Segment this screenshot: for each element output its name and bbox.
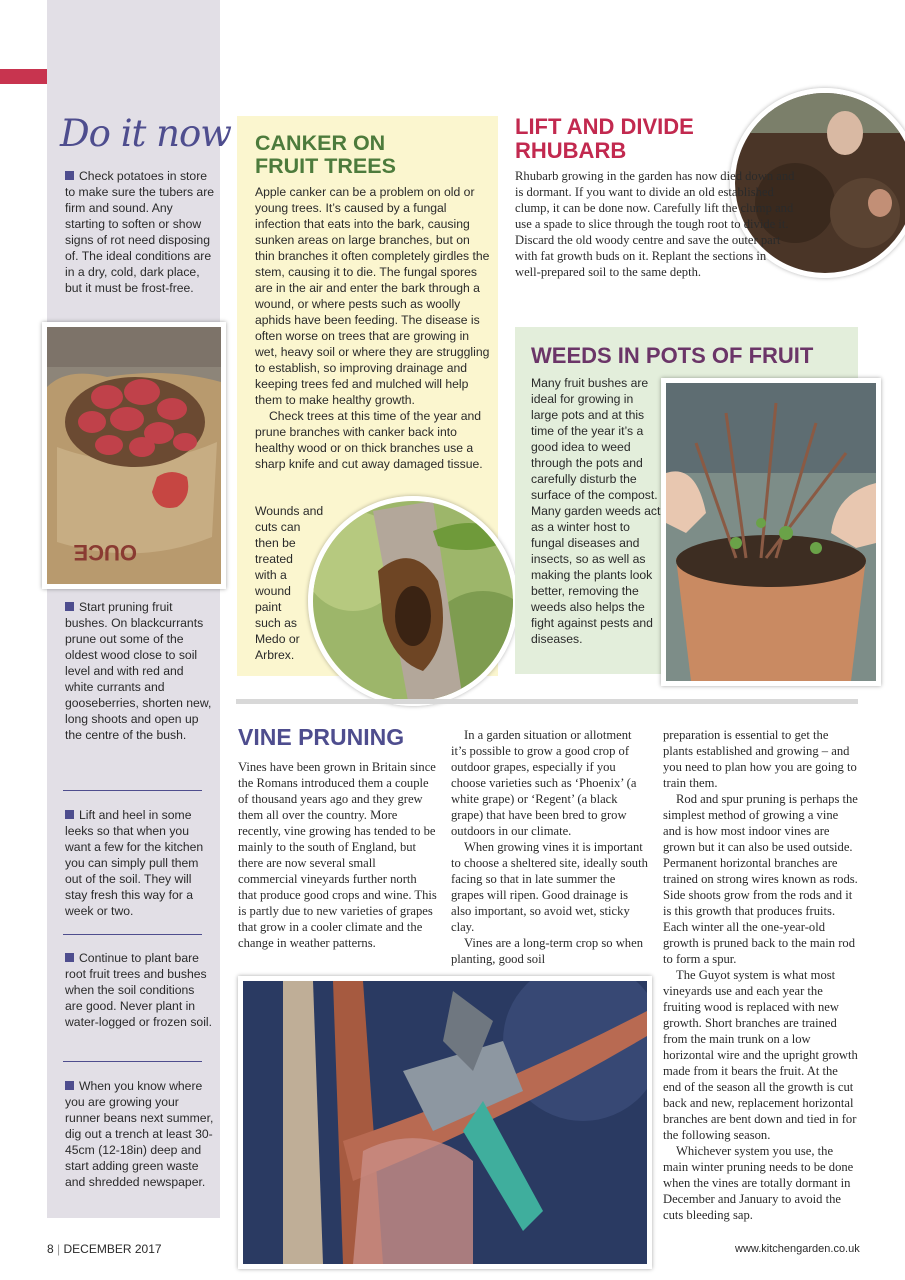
vine-pruning-illustration <box>243 981 647 1264</box>
footer-separator: | <box>57 1242 61 1256</box>
issue-date: DECEMBER 2017 <box>63 1242 162 1256</box>
sidebar-divider <box>63 790 202 791</box>
fruit-pot-illustration <box>666 383 876 681</box>
canker-title: CANKER ON FRUIT TREES <box>255 131 396 178</box>
canker-branch-illustration <box>313 501 513 701</box>
red-tab-marker <box>0 69 47 84</box>
sidebar-heading: Do it now <box>60 112 231 155</box>
bullet-square-icon <box>65 171 74 180</box>
canker-wound-paint-text: Wounds and cuts can then be treated with a wound paint such as Medo or Arbrex. <box>255 504 324 662</box>
potato-sack-photo <box>42 322 226 589</box>
svg-text:OUCE: OUCE <box>73 540 137 565</box>
section-divider <box>236 699 858 704</box>
bullet-square-icon <box>65 953 74 962</box>
vine-title: VINE PRUNING <box>238 724 405 750</box>
footer-page-info <box>47 1242 162 1256</box>
sidebar-divider <box>63 934 202 935</box>
tip-runner-beans: When you know where you are growing your runner beans next summer, dig out a trench at least 30-45cm (12-18in) deep and start adding green waste and shredded newspaper. <box>65 1079 214 1189</box>
vine-col1: Vines have been grown in Britain since the Romans introduced them a couple of thousand years ago and they grew them all over the country. More recently, vine growing has tended to be mainly to the south of England, but there are now several small commercial vineyards further north that produce good crops and wine. This is partly due to new varieties of grapes that grow in a cooler climate and the change in weather patterns. <box>238 760 437 950</box>
bullet-square-icon <box>65 810 74 819</box>
vine-col3: preparation is essential to get the plants established and growing – and you need to plan how you are going to train them. Rod and spur pruning is perhaps the simplest method of growing a vine and is how most indoor vines are grown but it can also be used outside. Permanent horizontal branches are trained on strong wires known as rods. Side shoots grow from the rods and it is this growth that produces fruits. Each winter all the one-year-old growth is pruned back to the main rod to form a spur. The Guyot system is what most vineyards use and each year the fruiting wood is replaced with new growth. Short branches are trained from the main trunk on a low horizontal wire and the upright growth made from it bears the fruit. At the end of the season all the growth is cut back and new, replacement horizontal branches are bent down and tied in for the following season. Whichever system you use, the main winter pruning needs to be done when the vines are totally dormant in December and January to avoid the cuts bleeding sap. <box>663 728 858 1222</box>
fruit-pot-photo <box>661 378 881 686</box>
footer-website[interactable]: www.kitchengarden.co.uk <box>735 1243 860 1255</box>
tip-leeks: Lift and heel in some leeks so that when you want a few for the kitchen you can simply pull them out of the soil. They will stay fresh this way for a week or two. <box>65 808 204 918</box>
vine-pruning-photo <box>238 976 652 1269</box>
sidebar-divider <box>63 1061 202 1062</box>
potato-sack-illustration <box>47 327 221 584</box>
tip-fruit-trees: Continue to plant bare root fruit trees and bushes when the soil conditions are good. Never plant in water-logged or frozen soil. <box>65 951 212 1029</box>
weeds-title: WEEDS IN POTS OF FRUIT <box>531 343 814 368</box>
tip-potatoes: Check potatoes in store to make sure the tubers are firm and sound. Any starting to soften or show signs of rot need disposing of. The ideal conditions are in a dry, cold, dark place, but it must be frost-free. <box>65 169 215 295</box>
tip-pruning: Start pruning fruit bushes. On blackcurrants prune out some of the oldest wood close to soil level and with red and white currants and gooseberries, shorten new, long shoots and open up the centre of the bush. <box>65 600 212 742</box>
bullet-square-icon <box>65 602 74 611</box>
canker-body: Apple canker can be a problem on old or young trees. It’s caused by a fungal infection that eats into the bark, causing sunken areas on large branches, but on thin branches it often completely girdles the stem, causing it to die. The fungal spores are in the air and enter the bark through a wound, or where pests such as woolly aphids have been feeding. The disease is often worse on trees that are growing in wet, heavy soil or where they are struggling to establish, so improving drainage and keeping trees fed and mulched will help them to make healthy growth. Check trees at this time of the year and prune branches with canker back into healthy wood or on thick branches use a sharp knife and cut away damaged tissue. <box>255 185 490 471</box>
vine-col2: In a garden situation or allotment it’s possible to grow a good crop of outdoor grapes, especially if you choose varieties such as ‘Phoenix’ (a white grape) or ‘Regent’ (a black grape) that have been bred to grow outdoors in our climate. When growing vines it is important to choose a sheltered site, ideally south facing so that in late summer the grapes will ripen. Good drainage is also important, so avoid wet, sticky clay. Vines are a long-term crop so when planting, good soil <box>451 728 648 966</box>
weeds-body: Many fruit bushes are ideal for growing in large pots and at this time of the year it’s a good idea to weed through the pots and carefully disturb the surface of the compost. Many garden weeds act as a winter host to fungal diseases and insects, so as well as making the plants look better, removing the weeds also helps the fight against pests and diseases. <box>531 376 661 646</box>
bullet-square-icon <box>65 1081 74 1090</box>
canker-branch-photo <box>308 496 518 706</box>
page-number: 8 <box>47 1242 54 1256</box>
rhubarb-title: LIFT AND DIVIDE RHUBARB <box>515 114 694 163</box>
rhubarb-body: Rhubarb growing in the garden has now died down and is dormant. If you want to divide an old established clump, it can be done now. Carefully lift the clump and use a spade to slice through the tough root to divide it. Discard the old woody centre and save the outer part with fat growth buds on it. Replant the sections in well-prepared soil to the same depth. <box>515 169 795 279</box>
